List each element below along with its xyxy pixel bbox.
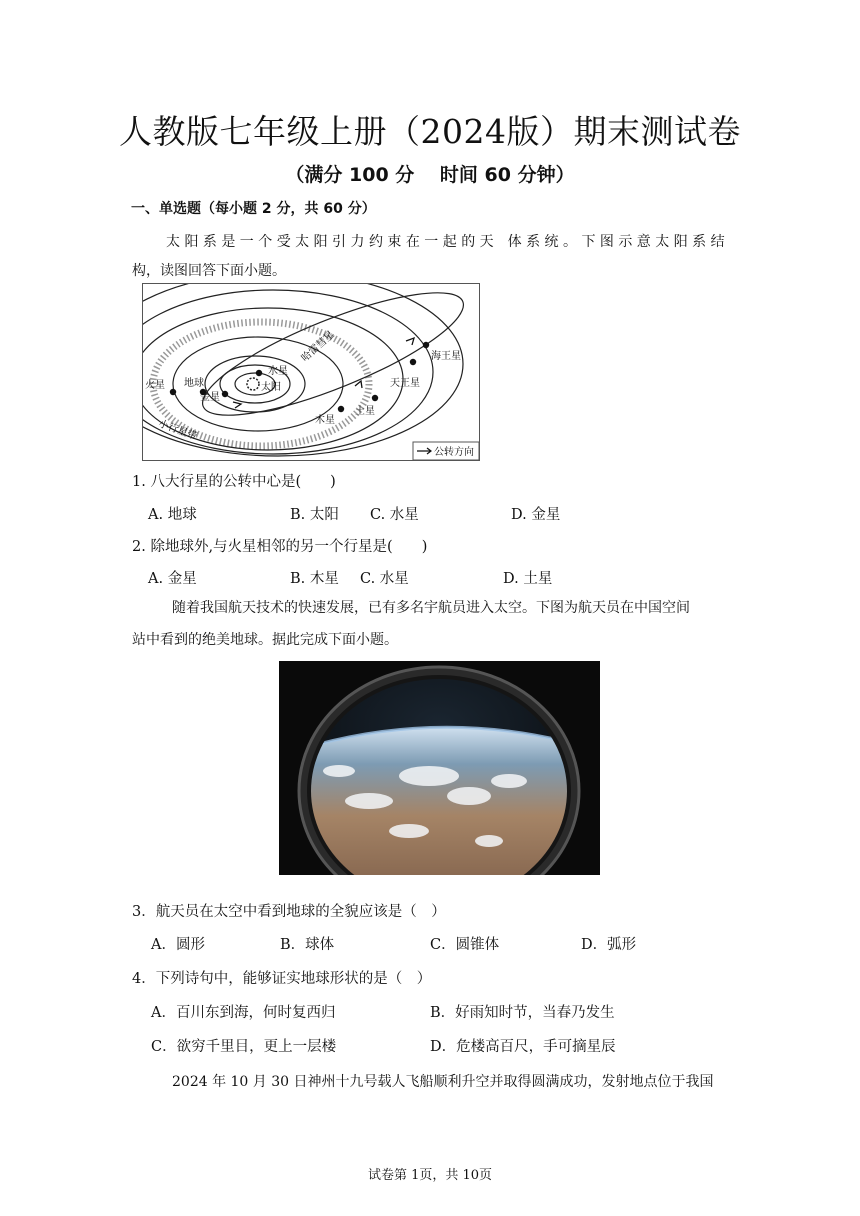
- legend-label: 公转方向: [434, 447, 474, 458]
- question-2-option-a: A. 金星: [148, 571, 197, 587]
- question-2-option-d: D. 土星: [503, 571, 553, 587]
- neptune-dot: [423, 342, 429, 348]
- question-2-option-b: B. 木星: [290, 571, 339, 587]
- earth-window-photo: [279, 661, 600, 875]
- orbit-arrow-3: [406, 338, 414, 345]
- question-1-option-b: B. 太阳: [290, 507, 339, 523]
- solar-system-diagram: [142, 283, 480, 461]
- intro-paragraph-1-line-2: 构，读图回答下面小题。: [132, 263, 286, 279]
- diagram-label: 木星: [315, 415, 335, 426]
- question-4-stem: 4．下列诗句中，能够证实地球形状的是（ ）: [132, 971, 432, 987]
- diagram-label: 天王星: [390, 378, 420, 389]
- question-3-option-b: B．球体: [280, 937, 335, 953]
- sun-icon: [247, 378, 259, 390]
- diagram-label: 火星: [145, 380, 165, 391]
- intro-paragraph-3-line-1: 2024 年 10 月 30 日神州十九号载人飞船顺利升空并取得圆满成功，发射地点位于我国: [172, 1074, 714, 1090]
- question-1-option-a: A. 地球: [148, 507, 197, 523]
- question-4-option-b: B．好雨知时节，当春乃发生: [430, 1005, 615, 1021]
- question-3-option-a: A．圆形: [151, 937, 205, 953]
- mercury-dot: [256, 370, 262, 376]
- page-footer: 试卷第 1页，共 10页: [367, 1168, 493, 1183]
- question-4-option-c: C．欲穷千里目，更上一层楼: [151, 1039, 337, 1055]
- mars-dot: [170, 389, 176, 395]
- question-1-stem: 1. 八大行星的公转中心是( ): [132, 474, 336, 490]
- uranus-dot: [410, 359, 416, 365]
- question-3-option-c: C．圆锥体: [430, 937, 500, 953]
- question-1-option-d: D. 金星: [511, 507, 561, 523]
- solar-system-figure: [143, 284, 479, 460]
- question-2-stem: 2. 除地球外,与火星相邻的另一个行星是( ): [132, 539, 428, 555]
- diagram-label: 地球: [184, 378, 204, 389]
- section-heading: 一、单选题（每小题 2 分，共 60 分）: [131, 201, 376, 217]
- diagram-label: 小行星带: [156, 418, 199, 443]
- orbit-arrow-2: [355, 381, 362, 388]
- question-4-option-a: A．百川东到海，何时复西归: [151, 1005, 336, 1021]
- diagram-label: 土星: [355, 406, 375, 417]
- intro-paragraph-1-line-1: 太 阳 系 是 一 个 受 太 阳 引 力 约 束 在 一 起 的 天 体 系 统 。 下 图 示 意 太 阳 系 结: [166, 234, 725, 250]
- diagram-label: 太阳: [261, 382, 281, 393]
- earth-photo-image: [279, 661, 600, 875]
- question-3-option-d: D．弧形: [581, 937, 637, 953]
- question-1-option-c: C. 水星: [370, 507, 419, 523]
- exam-info: （满分 100 分 时间 60 分钟）: [285, 164, 575, 186]
- jupiter-dot: [338, 406, 344, 412]
- diagram-label: 金星: [200, 392, 220, 403]
- page-title: 人教版七年级上册（2024版）期末测试卷: [119, 112, 741, 151]
- orbit-arrow-1: [233, 402, 241, 408]
- venus-dot: [222, 391, 228, 397]
- diagram-label: 海王星: [431, 351, 461, 362]
- question-2-option-c: C. 水星: [360, 571, 409, 587]
- intro-paragraph-2-line-2: 站中看到的绝美地球。据此完成下面小题。: [132, 632, 398, 648]
- diagram-label: 水星: [268, 366, 288, 377]
- question-3-stem: 3．航天员在太空中看到地球的全貌应该是（ ）: [132, 904, 446, 920]
- intro-paragraph-2-line-1: 随着我国航天技术的快速发展，已有多名宇航员进入太空。下图为航天员在中国空间: [172, 600, 690, 616]
- question-4-option-d: D．危楼高百尺，手可摘星辰: [430, 1039, 616, 1055]
- diagram-label: 哈雷彗星: [299, 329, 337, 365]
- saturn-dot: [372, 395, 378, 401]
